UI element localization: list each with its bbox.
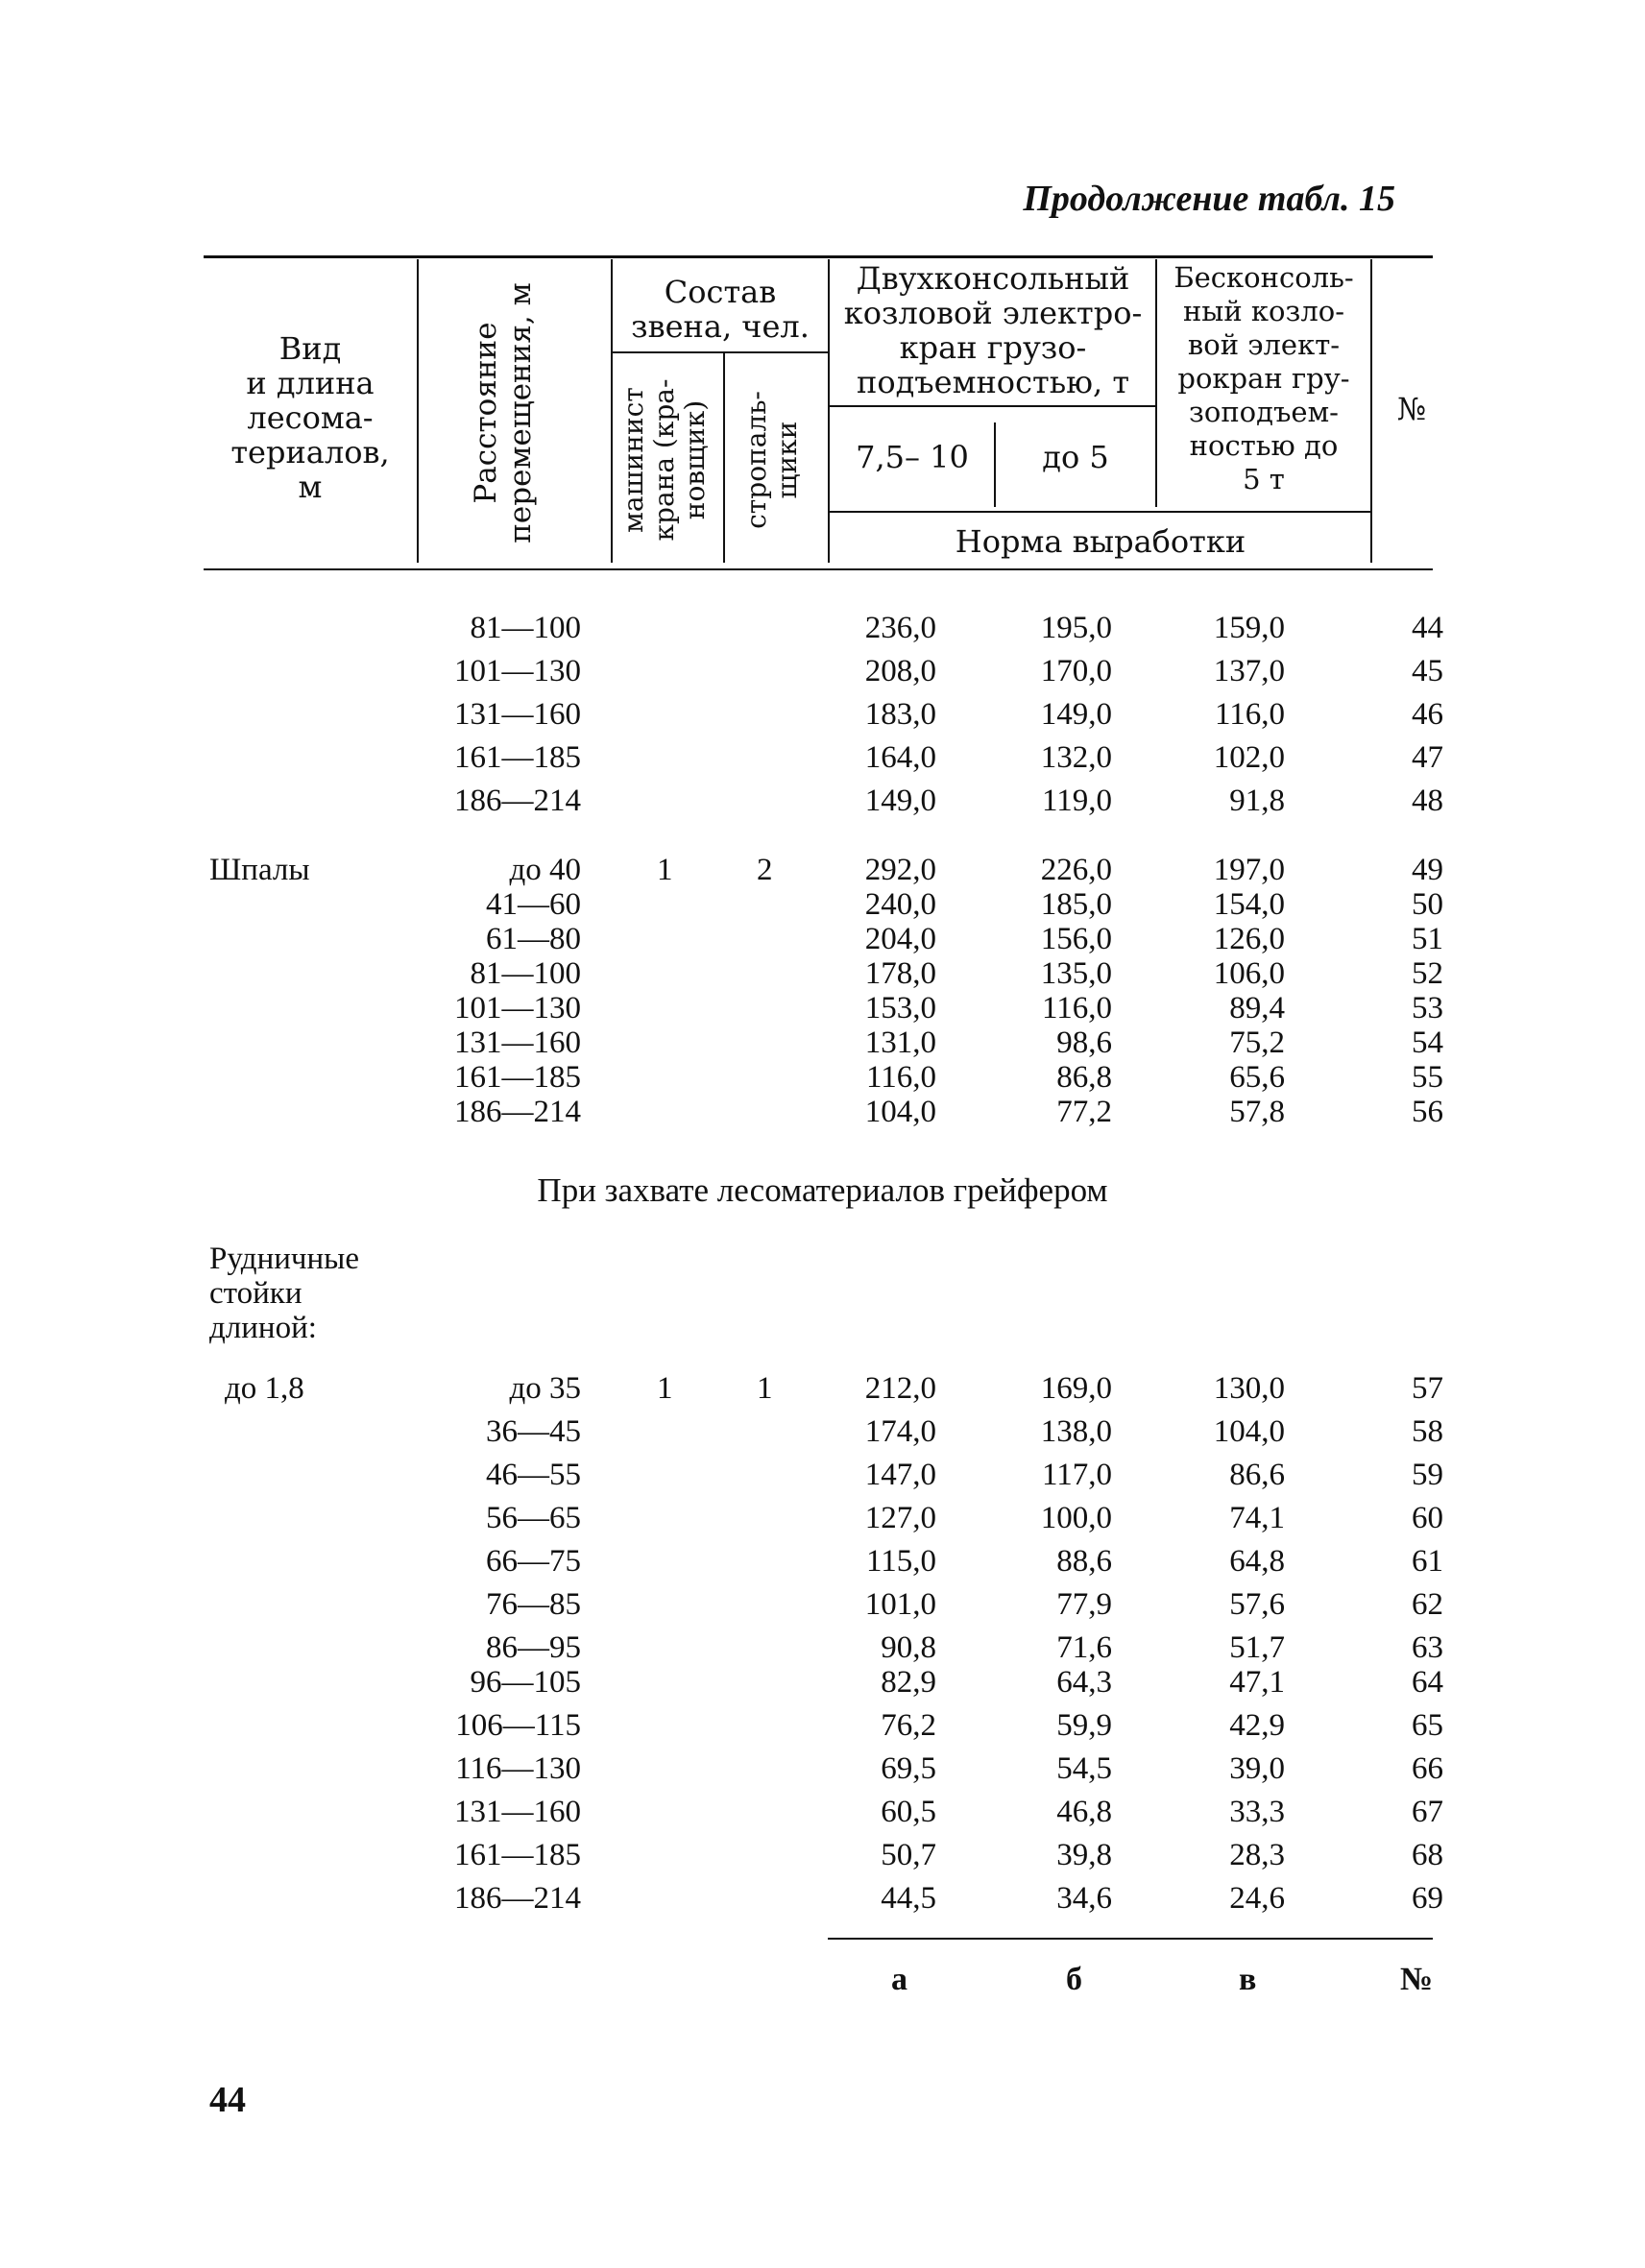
cell-a: 147,0 [864,1458,936,1492]
cell-v: 154,0 [1213,887,1285,922]
cell-number: 66 [1412,1751,1443,1786]
cell-distance: 81—100 [470,956,581,991]
cell-b: 156,0 [1040,922,1112,956]
cell-v: 104,0 [1213,1414,1285,1449]
cell-a: 101,0 [864,1587,936,1622]
cell-a: 174,0 [864,1414,936,1449]
cell-distance: 161—185 [454,1060,581,1095]
table-row [0,1371,1645,1413]
page-number: 44 [209,2080,246,2120]
cell-number: 69 [1412,1881,1443,1916]
cell-number: 67 [1412,1795,1443,1829]
table-row [0,740,1645,783]
cell-number: 55 [1412,1060,1443,1095]
cell-v: 28,3 [1229,1838,1285,1872]
table-row [0,1414,1645,1457]
cell-distance: 131—160 [454,1795,581,1829]
cell-slingers: 1 [757,1371,773,1406]
cell-number: 65 [1412,1708,1443,1743]
cell-distance: 106—115 [455,1708,581,1743]
cell-b: 170,0 [1040,654,1112,688]
cell-distance: 76—85 [486,1587,581,1622]
header-cap-a: 7,5– 10 [856,439,969,475]
col-index-number: № [1400,1962,1434,1997]
cell-number: 62 [1412,1587,1443,1622]
cell-v: 51,7 [1229,1630,1285,1665]
col-divider-6 [1155,259,1157,507]
cell-a: 204,0 [864,922,936,956]
header-double-cantilever: Двухконсольный козловой электро- кран грузо- подъемностью, т [843,260,1143,400]
cell-b: 226,0 [1040,853,1112,887]
cell-number: 49 [1412,853,1443,887]
cell-a: 90,8 [881,1630,936,1665]
cell-number: 54 [1412,1025,1443,1060]
cell-b: 138,0 [1040,1414,1112,1449]
col-divider-7 [1370,259,1372,563]
cell-v: 86,6 [1229,1458,1285,1492]
crew-under-rule [613,351,828,353]
cell-a: 183,0 [864,697,936,732]
cell-b: 116,0 [1041,991,1112,1025]
cell-operator: 1 [657,1371,673,1406]
header-bottom-rule [204,568,1433,570]
cell-number: 60 [1412,1501,1443,1535]
cell-v: 116,0 [1214,697,1285,732]
cell-v: 57,6 [1229,1587,1285,1622]
cell-number: 57 [1412,1371,1443,1406]
cell-a: 212,0 [864,1371,936,1406]
cell-number: 51 [1412,922,1443,956]
cell-v: 39,0 [1229,1751,1285,1786]
cell-distance: 61—80 [486,922,581,956]
cell-a: 292,0 [864,853,936,887]
cell-v: 57,8 [1229,1095,1285,1129]
cell-a: 76,2 [881,1708,936,1743]
cell-distance: до 35 [509,1371,581,1406]
cell-v: 89,4 [1229,991,1285,1025]
cell-number: 63 [1412,1630,1443,1665]
cell-number: 52 [1412,956,1443,991]
cell-distance: 131—160 [454,697,581,732]
cell-kind: Шпалы [209,853,310,887]
cell-distance: 36—45 [486,1414,581,1449]
cell-b: 98,6 [1056,1025,1112,1060]
cell-slingers: 2 [757,853,773,887]
cell-b: 149,0 [1040,697,1112,732]
cell-distance: 96—105 [470,1665,581,1700]
cell-a: 44,5 [881,1881,936,1916]
cell-v: 24,6 [1229,1881,1285,1916]
cell-distance: 161—185 [454,1838,581,1872]
cell-distance: 131—160 [454,1025,581,1060]
cell-number: 58 [1412,1414,1443,1449]
cell-a: 50,7 [881,1838,936,1872]
cell-distance: 116—130 [455,1751,581,1786]
footer-rule [828,1938,1433,1940]
cell-number: 45 [1412,654,1443,688]
cell-v: 64,8 [1229,1544,1285,1579]
cell-distance: 101—130 [454,654,581,688]
col-divider-1 [417,259,419,563]
cell-v: 197,0 [1213,853,1285,887]
cell-a: 240,0 [864,887,936,922]
table-row [0,1587,1645,1629]
table-row [0,1708,1645,1750]
col-index-b: б [1066,1962,1082,1997]
cell-number: 47 [1412,740,1443,775]
section-title: При захвате лесоматериалов грейфером [537,1171,1108,1209]
cell-b: 169,0 [1040,1371,1112,1406]
group-label: Рудничные стойки длиной: [209,1242,359,1345]
cell-b: 119,0 [1041,784,1112,818]
col-divider-3 [723,353,725,563]
table-row [0,1544,1645,1586]
cell-b: 59,9 [1056,1708,1112,1743]
cell-a: 127,0 [864,1501,936,1535]
cell-distance: 161—185 [454,740,581,775]
cell-number: 46 [1412,697,1443,732]
cell-number: 44 [1412,611,1443,645]
header-crew: Состав звена, чел. [631,274,810,345]
col-divider-4 [828,259,830,563]
header-kind: Вид и длина лесома- териалов, м [230,330,390,505]
cell-distance: 41—60 [486,887,581,922]
cell-b: 195,0 [1040,611,1112,645]
cell-a: 208,0 [864,654,936,688]
cell-a: 104,0 [864,1095,936,1129]
cell-distance: 186—214 [454,1881,581,1916]
cell-distance: 86—95 [486,1630,581,1665]
cell-b: 88,6 [1056,1544,1112,1579]
cell-number: 64 [1412,1665,1443,1700]
cell-a: 115,0 [865,1544,936,1579]
cell-distance: 81—100 [470,611,581,645]
norm-top-rule [830,511,1370,513]
table-row [0,1458,1645,1500]
cell-number: 48 [1412,784,1443,818]
cell-distance: до 40 [509,853,581,887]
cell-a: 116,0 [865,1060,936,1095]
cell-distance: 101—130 [454,991,581,1025]
cell-distance: 56—65 [486,1501,581,1535]
cell-v: 106,0 [1213,956,1285,991]
cell-a: 131,0 [864,1025,936,1060]
cell-v: 159,0 [1213,611,1285,645]
header-top-rule [204,255,1433,258]
cell-v: 74,1 [1229,1501,1285,1535]
capacity-under-rule [830,405,1155,407]
cell-v: 75,2 [1229,1025,1285,1060]
cell-a: 60,5 [881,1795,936,1829]
header-slingers: стропаль- щики [740,391,803,529]
cell-distance: 186—214 [454,784,581,818]
cell-a: 69,5 [881,1751,936,1786]
cell-v: 137,0 [1213,654,1285,688]
cell-v: 47,1 [1229,1665,1285,1700]
table-row [0,1838,1645,1880]
cell-b: 100,0 [1040,1501,1112,1535]
cell-v: 42,9 [1229,1708,1285,1743]
cell-v: 91,8 [1229,784,1285,818]
header-norm: Норма выработки [955,523,1246,560]
cell-a: 149,0 [864,784,936,818]
cell-b: 77,2 [1056,1095,1112,1129]
cell-b: 117,0 [1041,1458,1112,1492]
cell-v: 126,0 [1213,922,1285,956]
cell-number: 61 [1412,1544,1443,1579]
cell-number: 53 [1412,991,1443,1025]
cell-v: 130,0 [1213,1371,1285,1406]
table-row [0,1095,1645,1137]
cell-a: 164,0 [864,740,936,775]
cell-b: 46,8 [1056,1795,1112,1829]
cell-a: 153,0 [864,991,936,1025]
cell-a: 82,9 [881,1665,936,1700]
table-row [0,1795,1645,1837]
cell-b: 132,0 [1040,740,1112,775]
cell-v: 65,6 [1229,1060,1285,1095]
cell-distance: 186—214 [454,1095,581,1129]
cell-number: 56 [1412,1095,1443,1129]
cell-b: 64,3 [1056,1665,1112,1700]
table-row [0,697,1645,739]
table-row [0,1881,1645,1923]
table-row [0,611,1645,653]
cell-distance: 46—55 [486,1458,581,1492]
cell-number: 50 [1412,887,1443,922]
cell-b: 39,8 [1056,1838,1112,1872]
cell-kind: до 1,8 [225,1371,304,1406]
cell-b: 54,5 [1056,1751,1112,1786]
cell-operator: 1 [657,853,673,887]
header-number: № [1396,391,1427,427]
table-row [0,1665,1645,1707]
header-cap-b: до 5 [1042,439,1109,475]
table-row [0,1751,1645,1794]
table-row [0,654,1645,696]
cell-v: 33,3 [1229,1795,1285,1829]
cell-b: 77,9 [1056,1587,1112,1622]
cell-v: 102,0 [1213,740,1285,775]
table-row [0,784,1645,826]
col-index-a: а [891,1962,907,1997]
cell-a: 236,0 [864,611,936,645]
cell-b: 34,6 [1056,1881,1112,1916]
table-row [0,1501,1645,1543]
cell-number: 68 [1412,1838,1443,1872]
cell-b: 71,6 [1056,1630,1112,1665]
cell-b: 135,0 [1040,956,1112,991]
header-operator: машинист крана (кра- новщик) [617,378,711,542]
header-non-cantilever: Бесконсоль- ный козло- вой элект- рокран гру- зоподъем- ностью до 5 т [1173,261,1354,495]
cell-a: 178,0 [864,956,936,991]
table-caption: Продолжение табл. 15 [1023,179,1395,219]
cell-b: 185,0 [1040,887,1112,922]
header-distance: Расстояние перемещения, м [469,282,538,543]
cell-distance: 66—75 [486,1544,581,1579]
col-index-v: в [1239,1962,1257,1997]
cell-number: 59 [1412,1458,1443,1492]
cell-b: 86,8 [1056,1060,1112,1095]
